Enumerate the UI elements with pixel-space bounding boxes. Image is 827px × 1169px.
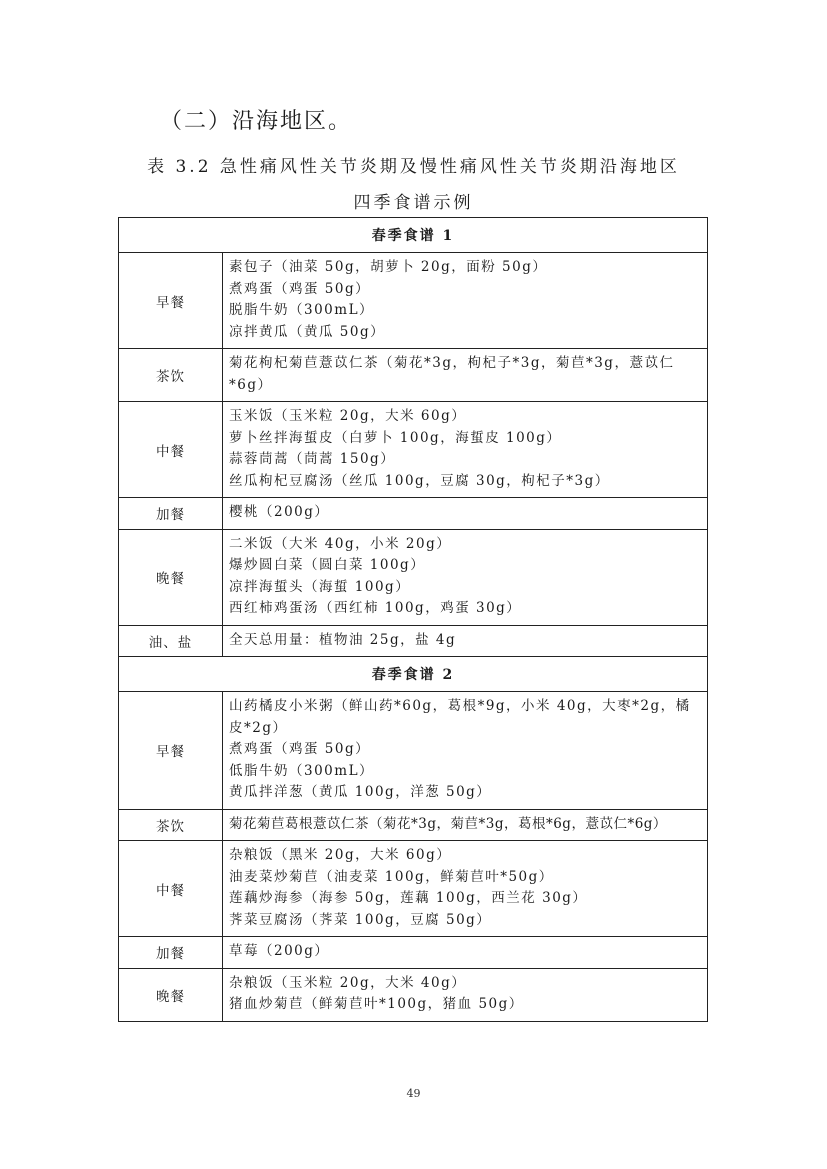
menu-title-row — [119, 218, 708, 253]
meal-label: 油、盐 — [119, 625, 223, 657]
meal-label: 加餐 — [119, 498, 223, 530]
dish-line: 菊花菊苣葛根薏苡仁茶（菊花*3g，菊苣*3g，葛根*6g，薏苡仁*6g） — [229, 815, 667, 832]
table-row — [119, 349, 708, 402]
page-number: 49 — [406, 1087, 421, 1100]
meal-content — [223, 625, 708, 657]
dish-line: 菊花枸杞菊苣薏苡仁茶（菊花*3g，枸杞子*3g，菊苣*3g，薏苡仁*6g） — [229, 355, 675, 393]
meal-label: 中餐 — [119, 841, 223, 937]
dish-line: 黄瓜拌洋葱（黄瓜 100g，洋葱 50g） — [229, 784, 492, 800]
table-row — [119, 692, 708, 810]
table-row — [119, 968, 708, 1021]
table-row — [119, 937, 708, 969]
table-caption: 表 3.2 急性痛风性关节炎期及慢性痛风性关节炎期沿海地区 — [147, 157, 680, 177]
dish-line: 莲藕炒海参（海参 50g，莲藕 100g，西兰花 30g） — [229, 890, 588, 906]
dish-line: 低脂牛奶（300mL） — [229, 762, 375, 779]
meal-label: 早餐 — [119, 692, 223, 810]
section-heading: （二）沿海地区。 — [160, 109, 353, 134]
meal-content — [223, 841, 708, 937]
dish-line: 猪血炒菊苣（鲜菊苣叶*100g，猪血 50g） — [229, 996, 524, 1012]
dish-line: 脱脂牛奶（300mL） — [229, 302, 375, 318]
dish-line: 凉拌黄瓜（黄瓜 50g） — [229, 323, 386, 340]
meal-label: 加餐 — [119, 937, 223, 969]
menu-title: 春季食谱 1 — [119, 218, 708, 253]
meal-label: 早餐 — [119, 253, 223, 349]
dish-line: 爆炒圆白菜（圆白菜 100g） — [229, 557, 426, 573]
dish-line: 荠菜豆腐汤（荠菜 100g，豆腐 50g） — [229, 911, 492, 928]
dish-line: 素包子（油菜 50g，胡萝卜 20g，面粉 50g） — [229, 259, 548, 275]
meal-content — [223, 809, 708, 841]
dish-line: 玉米饭（玉米粒 20g，大米 60g） — [229, 408, 467, 424]
dish-line: 山药橘皮小米粥（鲜山药*60g，葛根*9g，小米 40g，大枣*2g，橘皮*2g） — [229, 698, 691, 736]
dish-line: 全天总用量：植物油 25g，盐 4g — [229, 631, 457, 648]
dish-line: 二米饭（大米 40g，小米 20g） — [229, 535, 452, 552]
dish-line: 凉拌海蜇头（海蜇 100g） — [229, 578, 411, 595]
meal-label: 晚餐 — [119, 968, 223, 1021]
meal-content — [223, 937, 708, 969]
table-caption-subtitle: 四季食谱示例 — [353, 193, 474, 213]
meal-content — [223, 253, 708, 349]
dish-line: 丝瓜枸杞豆腐汤（丝瓜 100g，豆腐 30g，枸杞子*3g） — [229, 472, 610, 489]
table-row — [119, 841, 708, 937]
meal-content — [223, 968, 708, 1021]
menu-title: 春季食谱 2 — [119, 657, 708, 692]
dish-line: 煮鸡蛋（鸡蛋 50g） — [229, 741, 371, 757]
table-row — [119, 498, 708, 530]
table-row — [119, 625, 708, 657]
meal-label: 茶饮 — [119, 349, 223, 402]
meal-content — [223, 498, 708, 530]
meal-label: 晚餐 — [119, 529, 223, 625]
meal-content — [223, 349, 708, 402]
meal-label: 中餐 — [119, 402, 223, 498]
table-row — [119, 529, 708, 625]
dish-line: 西红柿鸡蛋汤（西红柿 100g，鸡蛋 30g） — [229, 600, 522, 616]
dish-line: 煮鸡蛋（鸡蛋 50g） — [229, 280, 371, 297]
table-row — [119, 809, 708, 841]
dish-line: 杂粮饭（黑米 20g，大米 60g） — [229, 847, 452, 863]
dish-line: 樱桃（200g） — [229, 504, 330, 520]
dish-line: 草莓（200g） — [229, 943, 330, 959]
meal-content — [223, 529, 708, 625]
dish-line: 蒜蓉茼蒿（茼蒿 150g） — [229, 451, 396, 467]
dish-line: 油麦菜炒菊苣（油麦菜 100g，鲜菊苣叶*50g） — [229, 868, 554, 885]
meal-content — [223, 692, 708, 810]
dish-line: 杂粮饭（玉米粒 20g，大米 40g） — [229, 974, 467, 991]
table-row — [119, 253, 708, 349]
meal-label: 茶饮 — [119, 809, 223, 841]
meal-content — [223, 402, 708, 498]
table-row — [119, 402, 708, 498]
menu-title-row — [119, 657, 708, 692]
menu-table — [118, 217, 708, 1022]
dish-line: 萝卜丝拌海蜇皮（白萝卜 100g，海蜇皮 100g） — [229, 429, 562, 446]
